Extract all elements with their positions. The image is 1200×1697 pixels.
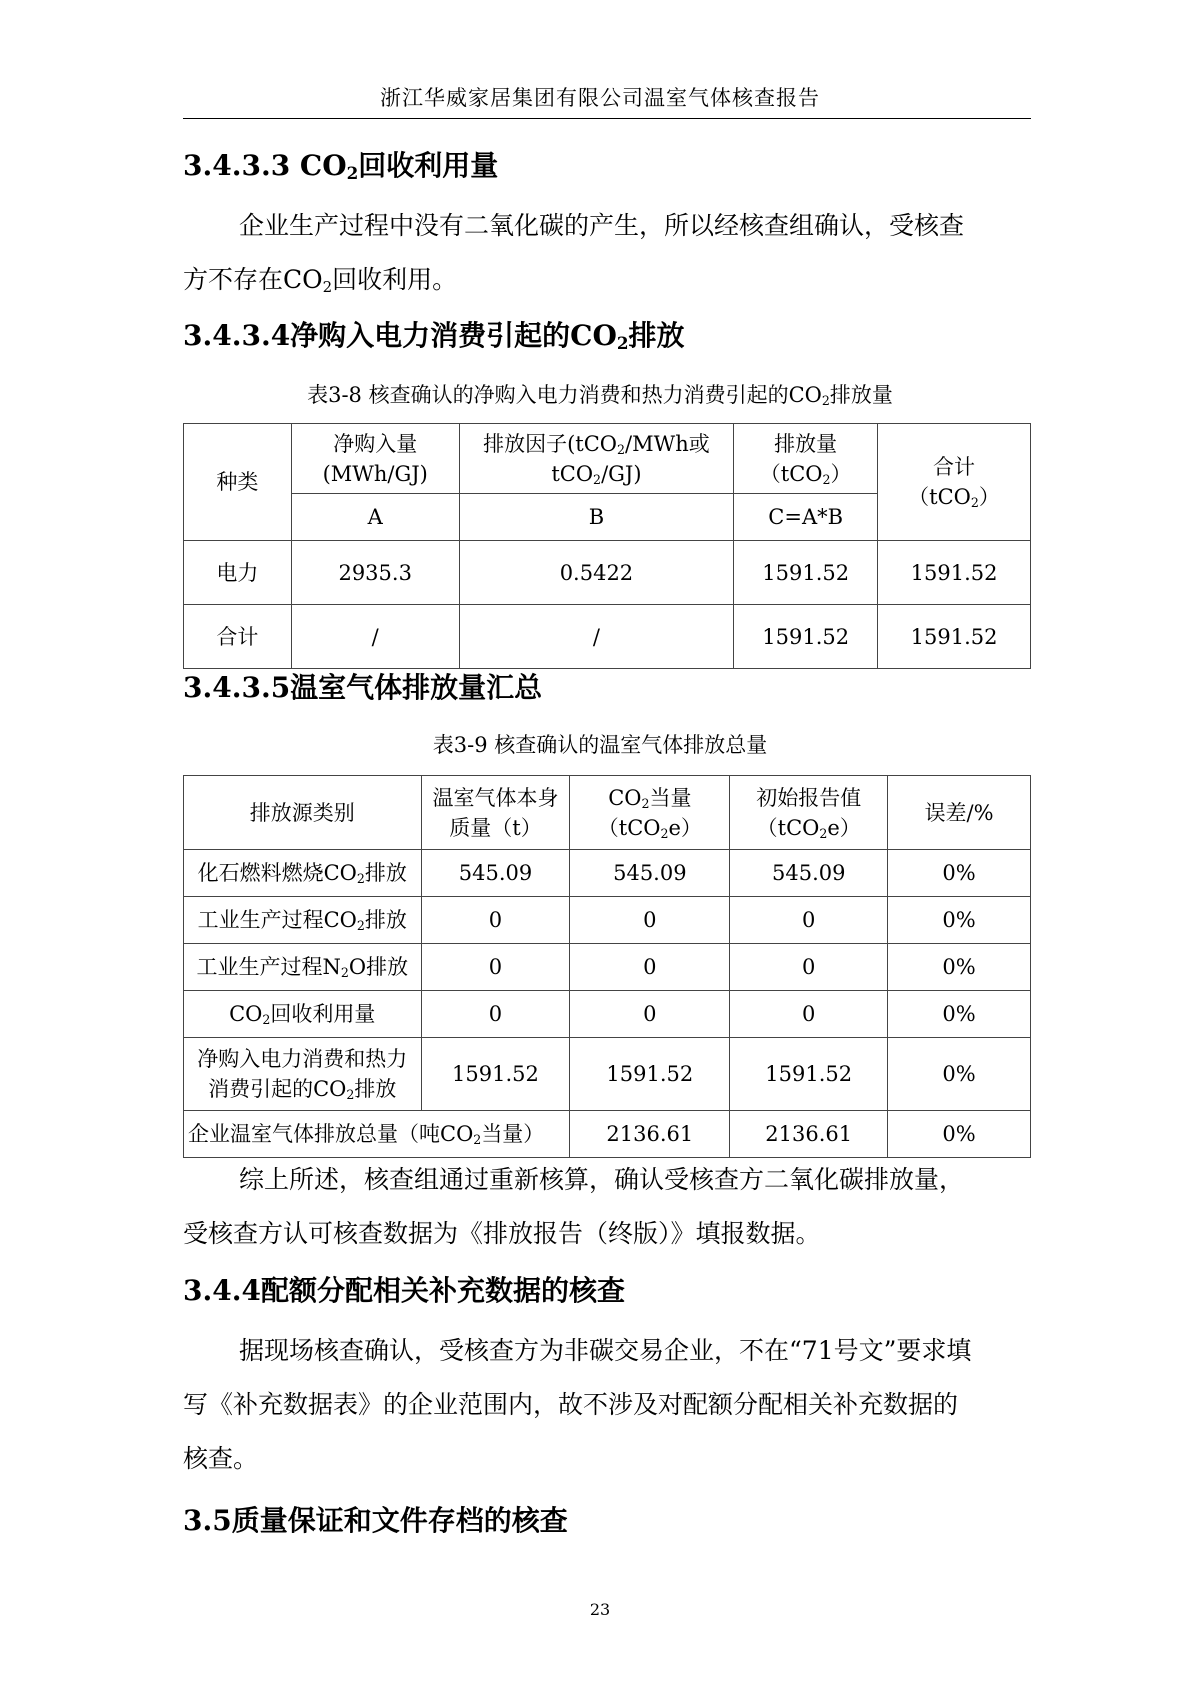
cell-source: 化石燃料燃烧$CO_2$排放 [184,850,422,897]
page-number: 23 [589,1600,611,1619]
header-rule [183,118,1031,119]
paragraph-344: 据现场核查确认，受核查方为非碳交易企业，不在“71号文”要求填 写《补充数据表》的企业范围内，故不涉及对配额分配相关补充数据的 核查。 [183,1336,972,1473]
heading-3435: 3.4.3.5温室气体排放量汇总 [183,671,543,704]
cell-initial: 545.09 [730,850,888,897]
table-row [184,1038,1031,1111]
cell-co2e: 0 [570,991,730,1038]
cell-error: 0% [888,991,1031,1038]
cell-source: 净购入电力消费和热力 消费引起的$CO_2$排放 [184,1038,422,1111]
cell-kind: 合计 [184,605,292,669]
cell-mass: 0 [421,897,570,944]
cell-total-label: 企业温室气体排放总量（吨$CO_2$当量） [184,1111,570,1158]
cell-initial: 1591.52 [730,1038,888,1111]
cell-initial: 0 [730,991,888,1038]
table-row [184,605,1031,669]
cell-a: 2935.3 [291,541,459,605]
cell-initial: 2136.61 [730,1111,888,1158]
cell-initial: 0 [730,944,888,991]
cell-mass: 545.09 [421,850,570,897]
page-header: 浙江华威家居集团有限公司温室气体核查报告 [380,86,820,110]
table-row [184,850,1031,897]
cell-mass: 0 [421,991,570,1038]
cell-mass: 0 [421,944,570,991]
header-factor: 排放因子(tCO$_2$/MWh或 tCO$_2$/GJ) [459,424,734,494]
cell-a: / [291,605,459,669]
header-total: 合计 （tCO$_2$） [878,424,1031,541]
code-a: A [291,494,459,541]
cell-error: 0% [888,850,1031,897]
table-ghg-summary [183,775,1031,1158]
cell-error: 0% [888,1038,1031,1111]
cell-d: 1591.52 [878,541,1031,605]
paragraph-summary: 综上所述，核查组通过重新核算，确认受核查方二氧化碳排放量， 受核查方认可核查数据为《排放报告（终版）》填报数据。 [183,1165,965,1248]
table-row [184,944,1031,991]
cell-error: 0% [888,897,1031,944]
cell-mass: 1591.52 [421,1038,570,1111]
header-source: 排放源类别 [184,776,422,850]
cell-kind: 电力 [184,541,292,605]
cell-co2e: 545.09 [570,850,730,897]
heading-3433: 3.4.3.3 $CO_2$回收利用量 [183,149,499,184]
cell-source: $CO_2$回收利用量 [184,991,422,1038]
header-initial: 初始报告值 （tCO$_2$e） [730,776,888,850]
cell-error: 0% [888,944,1031,991]
heading-344: 3.4.4配额分配相关补充数据的核查 [183,1274,625,1307]
header-error: 误差/% [888,776,1031,850]
cell-source: 工业生产过程$N_2O$排放 [184,944,422,991]
paragraph-3433: 企业生产过程中没有二氧化碳的产生，所以经核查组确认，受核查 方不存在$CO_2$回收利用。 [183,211,965,296]
code-c: C=A*B [734,494,878,541]
cell-co2e: 2136.61 [570,1111,730,1158]
table-row-total [184,1111,1031,1158]
cell-d: 1591.52 [878,605,1031,669]
header-kind: 种类 [184,424,292,541]
header-mass: 温室气体本身 质量（t） [421,776,570,850]
heading-35: 3.5质量保证和文件存档的核查 [183,1504,568,1537]
table-electricity-emissions [183,423,1031,669]
table1-caption: 表3-8 核查确认的净购入电力消费和热力消费引起的$CO_2$排放量 [307,383,893,409]
cell-c: 1591.52 [734,605,878,669]
table-row [184,991,1031,1038]
header-emission: 排放量 （tCO$_2$） [734,424,878,494]
header-co2e: $CO_2$当量 （tCO$_2$e） [570,776,730,850]
cell-co2e: 0 [570,944,730,991]
heading-3434: 3.4.3.4净购入电力消费引起的$CO_2$排放 [183,319,685,354]
cell-b: 0.5422 [459,541,734,605]
cell-error: 0% [888,1111,1031,1158]
cell-b: / [459,605,734,669]
cell-initial: 0 [730,897,888,944]
cell-c: 1591.52 [734,541,878,605]
table-row [184,897,1031,944]
header-purchase: 净购入量 (MWh/GJ) [291,424,459,494]
cell-co2e: 1591.52 [570,1038,730,1111]
table2-caption: 表3-9 核查确认的温室气体排放总量 [432,733,768,757]
code-b: B [459,494,734,541]
cell-source: 工业生产过程$CO_2$排放 [184,897,422,944]
cell-co2e: 0 [570,897,730,944]
table-row [184,541,1031,605]
